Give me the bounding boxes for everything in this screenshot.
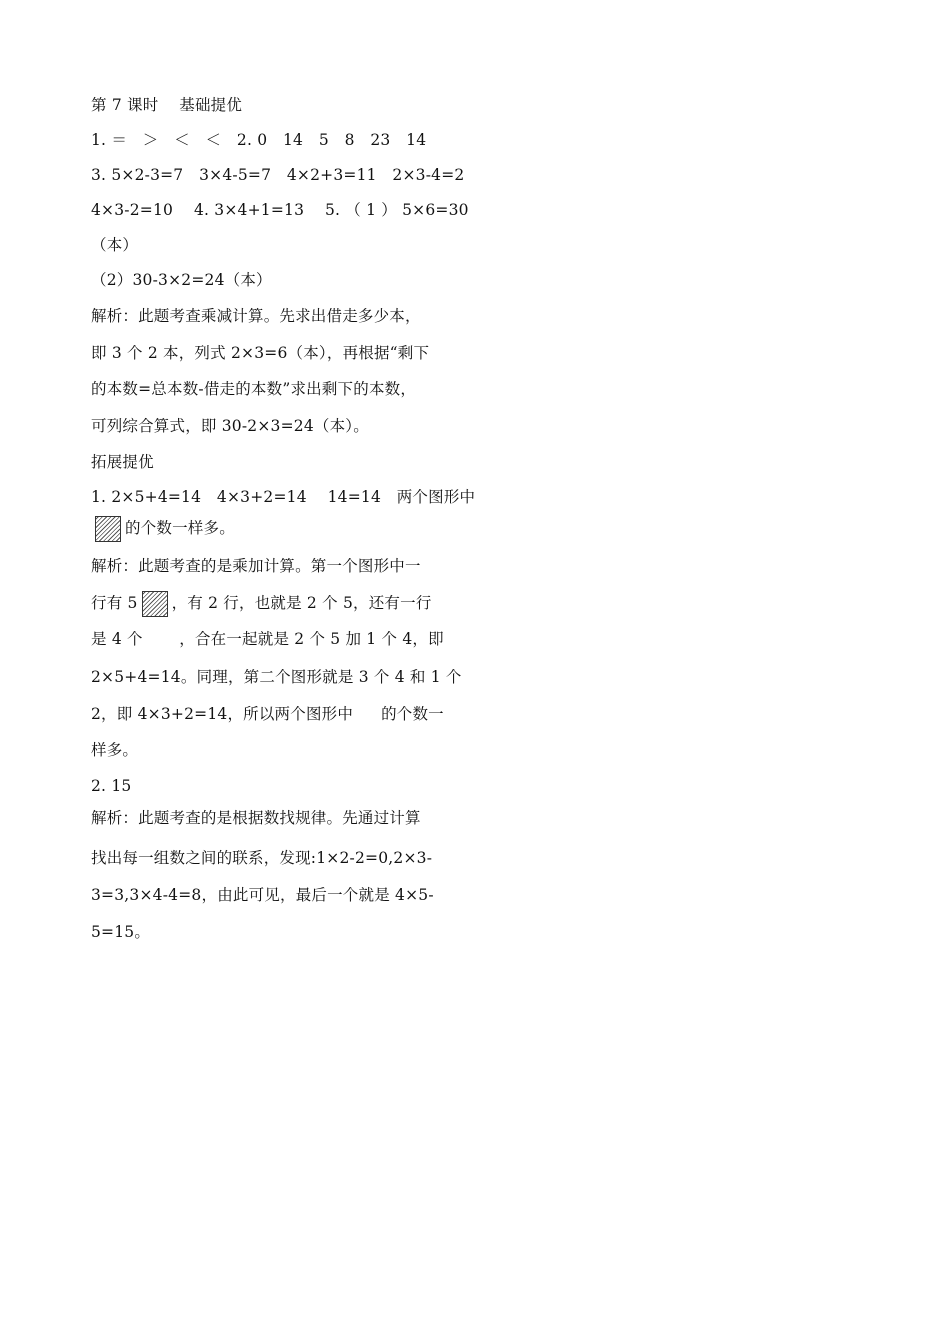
answer-line: 1. 2×5+4=14 4×3+2=14 14=14 两个图形中 [91, 488, 476, 506]
explanation-line: 的本数=总本数-借走的本数”求出剩下的本数， [91, 380, 417, 398]
explanation-line: 解析：此题考查乘减计算。先求出借走多少本， [91, 307, 421, 325]
explanation-line: 2×5+4=14。同理，第二个图形就是 3 个 4 和 1 个 [91, 668, 462, 686]
answer-line: 2. 15 [91, 777, 132, 795]
explanation-line: 找出每一组数之间的联系，发现:1×2-2=0,2×3- [91, 849, 433, 867]
answer-line: 1. ＝ ＞ ＜ ＜ 2. 0 14 5 8 23 14 [91, 131, 427, 149]
answer-line [91, 516, 461, 542]
explanation-line [91, 591, 461, 617]
explanation-text: ，有 2 行，也就是 2 个 5，还有一行 [171, 594, 432, 612]
explanation-line: 可列综合算式，即 30-2×3=24（本）。 [91, 417, 369, 435]
hatched-square-icon [95, 516, 121, 542]
hatched-square-icon [142, 591, 168, 617]
lesson-heading: 第 7 课时 基础提优 [91, 96, 243, 114]
explanation-line: 即 3 个 2 本，列式 2×3=6（本），再根据“剩下 [91, 344, 430, 362]
answer-line: （2）30-3×2=24（本） [91, 271, 272, 289]
explanation-line: 是 4 个 ，合在一起就是 2 个 5 加 1 个 4，即 [91, 630, 444, 648]
answer-line: （本） [91, 236, 139, 254]
explanation-line: 解析：此题考查的是根据数找规律。先通过计算 [91, 809, 421, 827]
explanation-line: 3=3,3×4-4=8，由此可见，最后一个就是 4×5- [91, 886, 434, 904]
explanation-text: 行有 5 [91, 594, 138, 612]
explanation-line: 样多。 [91, 741, 139, 759]
explanation-text: 2，即 4×3+2=14，所以两个图形中 [91, 705, 354, 723]
answer-text: 的个数一样多。 [125, 519, 235, 537]
explanation-line [91, 704, 461, 724]
section-heading: 拓展提优 [91, 453, 154, 471]
explanation-line: 5=15。 [91, 923, 151, 941]
explanation-text: 的个数一 [381, 705, 444, 723]
explanation-line: 解析：此题考查的是乘加计算。第一个图形中一 [91, 557, 421, 575]
answer-line: 4×3-2=10 4. 3×4+1=13 5. （ 1 ） 5×6=30 [91, 201, 469, 219]
answer-line: 3. 5×2-3=7 3×4-5=7 4×2+3=11 2×3-4=2 [91, 166, 465, 184]
